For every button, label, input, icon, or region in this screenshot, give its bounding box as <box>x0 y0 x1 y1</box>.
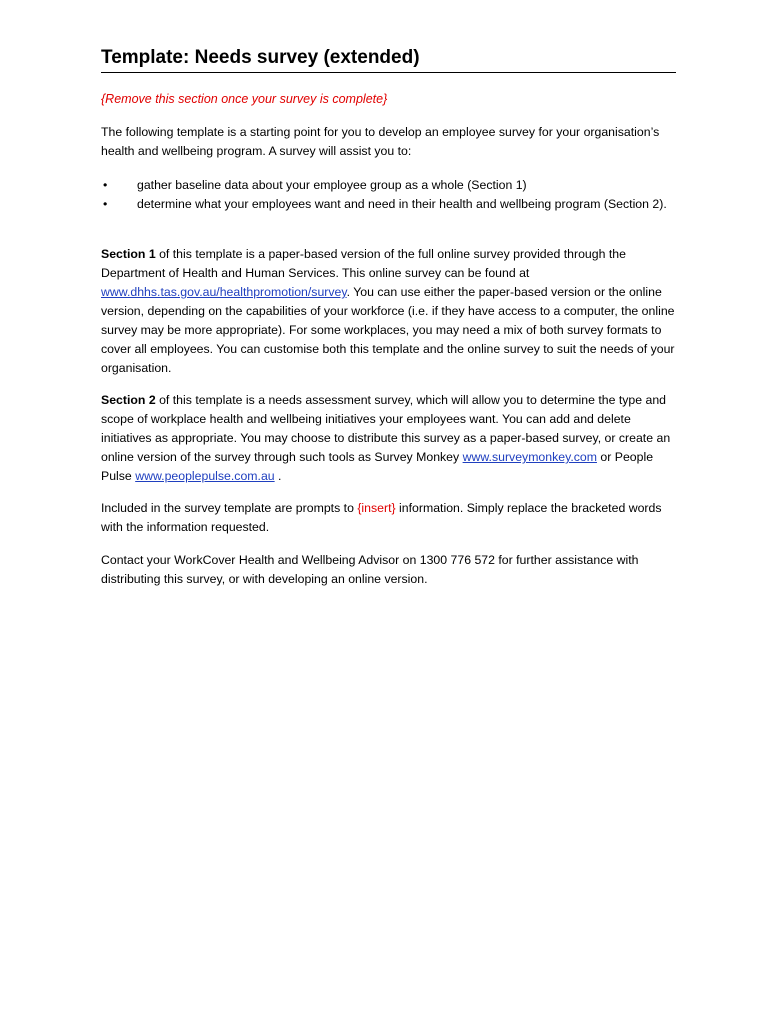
removal-note: {Remove this section once your survey is complete} <box>101 92 388 106</box>
dhhs-survey-link[interactable]: www.dhhs.tas.gov.au/healthpromotion/survey <box>101 285 347 299</box>
bullet-icon: • <box>103 178 108 192</box>
section2-text-mid: or People Pulse <box>101 450 654 483</box>
list-item <box>101 195 681 214</box>
prompts-paragraph <box>101 499 681 537</box>
bullet-text: determine what your employees want and need in their health and wellbeing program (Section 2). <box>137 197 667 211</box>
section2-label: Section 2 <box>101 393 156 407</box>
peoplepulse-link[interactable]: www.peoplepulse.com.au <box>135 469 275 483</box>
section2-text: of this template is a needs assessment survey, which will allow you to determine the type and scope of workplace health and wellbeing initiatives your employees want. You can add and delete initiatives as appropriate. You may choose to distribute this survey as a paper-based survey, or create an online version of the survey through such tools as Survey Monkey <box>101 393 671 464</box>
bullet-text: gather baseline data about your employee group as a whole (Section 1) <box>137 178 527 192</box>
section1-paragraph <box>101 245 681 378</box>
bullet-list <box>101 176 681 214</box>
contact-paragraph: Contact your WorkCover Health and Wellbeing Advisor on 1300 776 572 for further assistance with distributing this survey, or with developing an online version. <box>101 553 639 586</box>
prompts-text-cont: information. Simply replace the bracketed words with the information requested. <box>101 501 662 534</box>
section2-text-end: . <box>274 469 282 483</box>
prompts-text: Included in the survey template are prompts to <box>101 501 358 515</box>
bullet-icon: • <box>103 197 108 211</box>
section2-paragraph <box>101 391 681 486</box>
insert-placeholder: {insert} <box>357 501 396 515</box>
intro-paragraph: The following template is a starting point for you to develop an employee survey for your organisation’s health and wellbeing program. A survey will assist you to: <box>101 125 660 158</box>
section1-text: of this template is a paper-based version of the full online survey provided through the Department of Health and Human Services. This online survey can be found at <box>101 247 626 280</box>
list-item <box>101 176 681 195</box>
section1-text-cont: . You can use either the paper-based version or the online version, depending on the capabilities of your workforce (i.e. if they have access to a computer, the online survey may be more appropriate). For some workplaces, you may need a mix of both survey formats to cover all employees. You can customise both this template and the online survey to suit the needs of your organisation. <box>101 285 675 375</box>
page-title: Template: Needs survey (extended) <box>101 44 676 73</box>
surveymonkey-link[interactable]: www.surveymonkey.com <box>462 450 597 464</box>
section1-label: Section 1 <box>101 247 156 261</box>
